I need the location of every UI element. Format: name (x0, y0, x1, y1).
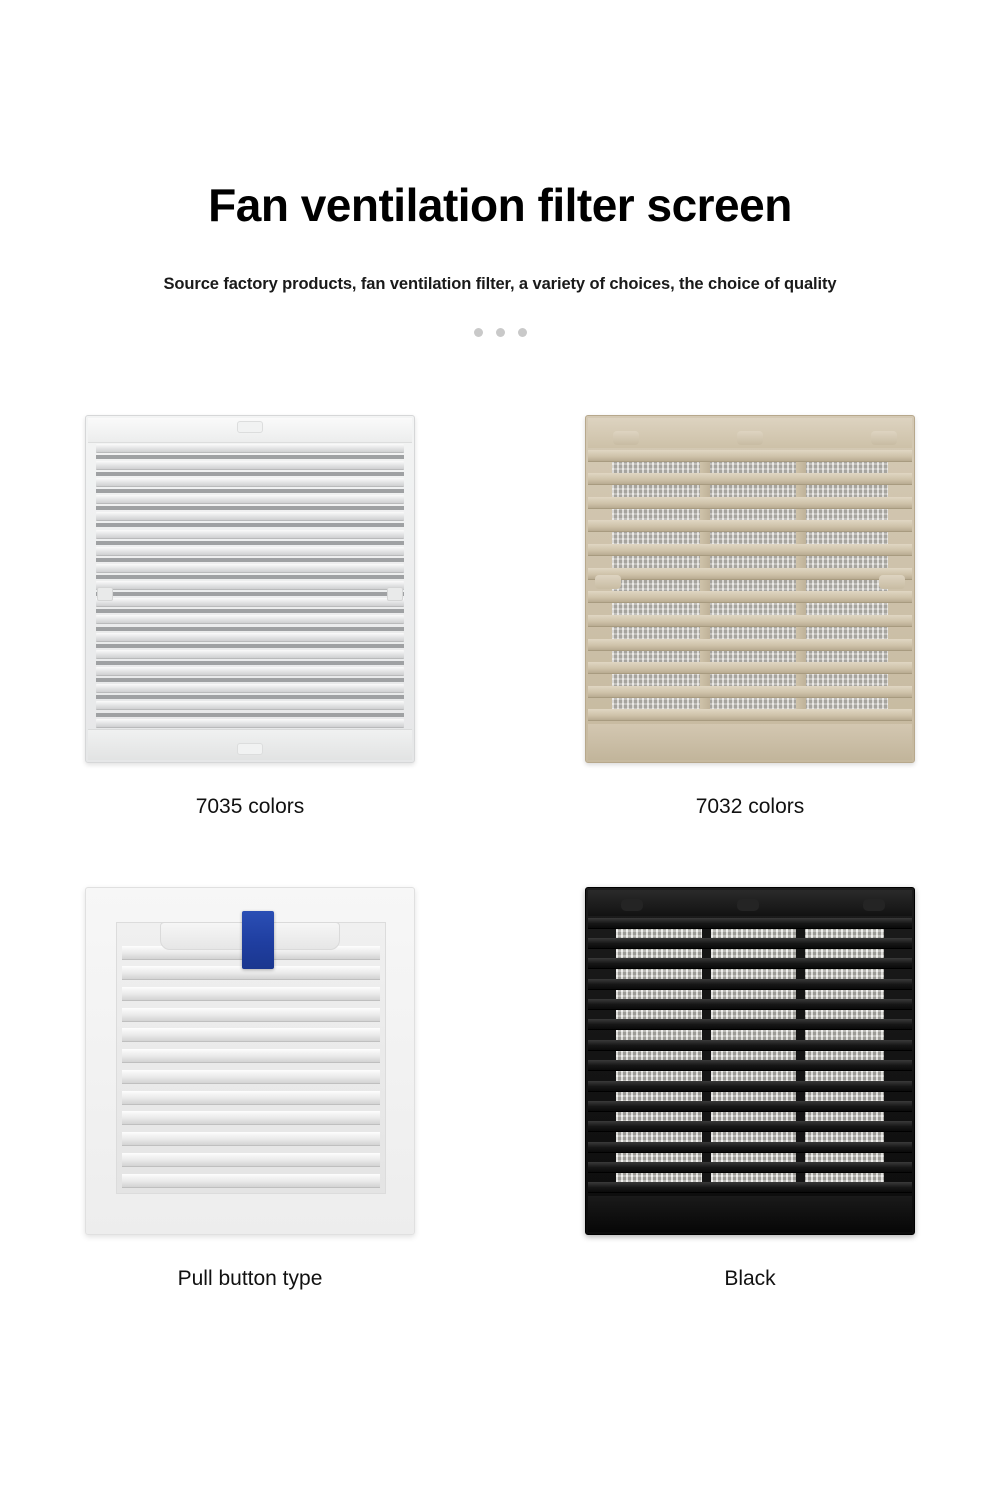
product-caption: 7032 colors (695, 794, 805, 818)
ventilation-filter-grille-icon (85, 415, 415, 763)
page-title: Fan ventilation filter screen (208, 179, 792, 231)
product-image-pull-button (70, 881, 430, 1241)
pull-button-handle (242, 911, 274, 969)
product-grid (0, 409, 1000, 1291)
product-card-7032[interactable] (500, 409, 1000, 819)
ventilation-filter-grille-icon (85, 887, 415, 1235)
page-header (0, 0, 1000, 337)
product-caption: Pull button type (177, 1266, 323, 1290)
product-image-7035 (70, 409, 430, 769)
carousel-dot[interactable] (496, 328, 505, 337)
carousel-dots[interactable] (0, 328, 1000, 337)
product-image-black (570, 881, 930, 1241)
product-card-black[interactable] (500, 881, 1000, 1291)
product-caption: Black (724, 1266, 776, 1290)
product-card-7035[interactable] (0, 409, 500, 819)
ventilation-filter-grille-icon (585, 415, 915, 763)
product-image-7032 (570, 409, 930, 769)
carousel-dot[interactable] (518, 328, 527, 337)
carousel-dot[interactable] (474, 328, 483, 337)
product-caption: 7035 colors (195, 794, 305, 818)
ventilation-filter-grille-icon (585, 887, 915, 1235)
product-card-pull-button[interactable] (0, 881, 500, 1291)
page-subtitle: Source factory products, fan ventilation filter, a variety of choices, the choice of quality (163, 274, 837, 293)
